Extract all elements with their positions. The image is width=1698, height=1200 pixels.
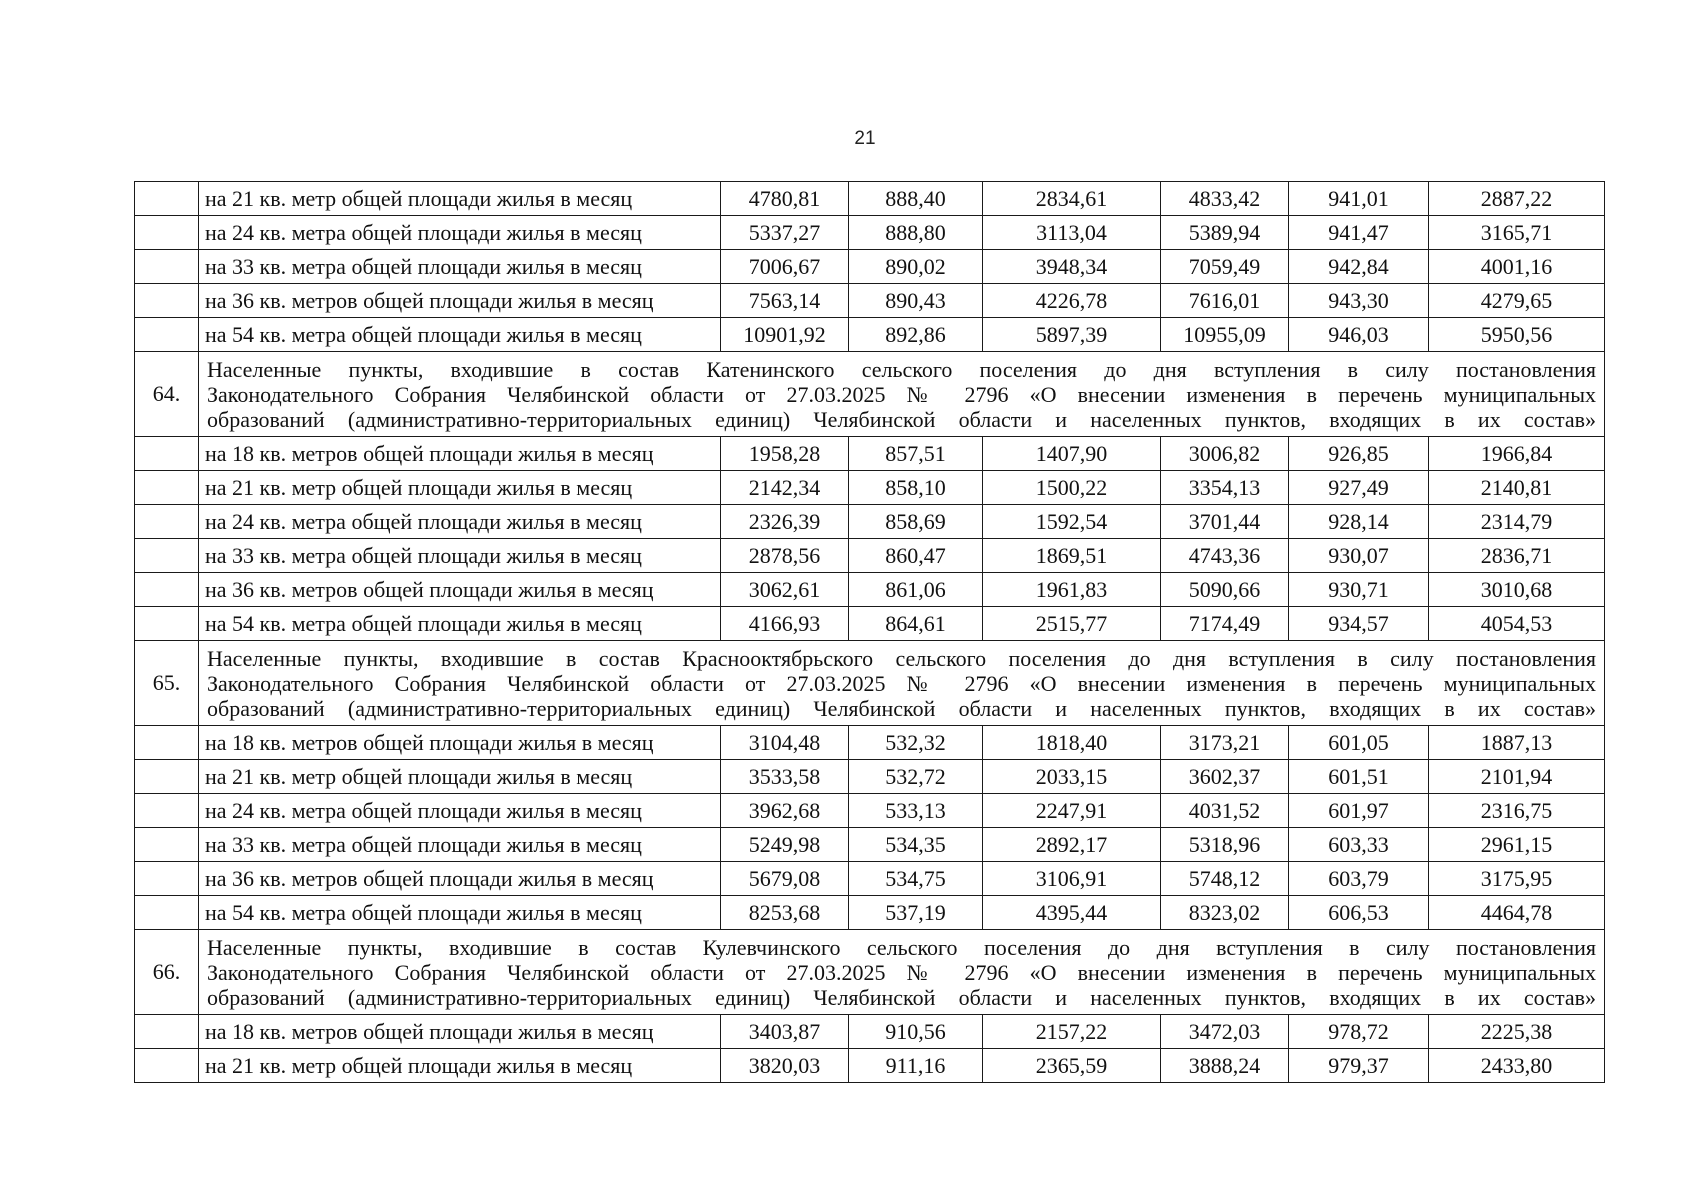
value-cell-4: 5090,66: [1161, 573, 1289, 607]
row-index-cell: [135, 573, 199, 607]
value-cell-6: 5950,56: [1429, 318, 1605, 352]
value-cell-5: 946,03: [1289, 318, 1429, 352]
value-cell-2: 532,72: [849, 760, 983, 794]
value-cell-4: 3006,82: [1161, 437, 1289, 471]
value-cell-1: 3533,58: [721, 760, 849, 794]
table-row: [135, 794, 1605, 828]
section-number-cell: 65.: [135, 641, 199, 726]
row-index-cell: [135, 182, 199, 216]
value-cell-4: 3888,24: [1161, 1049, 1289, 1083]
value-cell-4: 3173,21: [1161, 726, 1289, 760]
value-cell-4: 4833,42: [1161, 182, 1289, 216]
row-label-cell: на 24 кв. метра общей площади жилья в месяц: [199, 794, 721, 828]
value-cell-5: 601,97: [1289, 794, 1429, 828]
value-cell-1: 3104,48: [721, 726, 849, 760]
section-text-line: Населенные пункты, входившие в состав Краснооктябрьского сельского поселения до дня вступления в силу постановления: [207, 645, 1596, 671]
value-cell-4: 4743,36: [1161, 539, 1289, 573]
value-cell-2: 888,80: [849, 216, 983, 250]
row-label-cell: на 21 кв. метр общей площади жилья в месяц: [199, 182, 721, 216]
value-cell-3: 4226,78: [983, 284, 1161, 318]
value-cell-6: 1887,13: [1429, 726, 1605, 760]
value-cell-2: 534,35: [849, 828, 983, 862]
row-index-cell: [135, 284, 199, 318]
value-cell-2: 888,40: [849, 182, 983, 216]
value-cell-6: 2225,38: [1429, 1015, 1605, 1049]
row-index-cell: [135, 437, 199, 471]
table-row: [135, 539, 1605, 573]
row-label-cell: на 21 кв. метр общей площади жилья в месяц: [199, 471, 721, 505]
value-cell-5: 978,72: [1289, 1015, 1429, 1049]
value-cell-6: 2433,80: [1429, 1049, 1605, 1083]
value-cell-2: 892,86: [849, 318, 983, 352]
value-cell-4: 8323,02: [1161, 896, 1289, 930]
value-cell-3: 5897,39: [983, 318, 1161, 352]
row-index-cell: [135, 862, 199, 896]
value-cell-3: 1407,90: [983, 437, 1161, 471]
row-index-cell: [135, 726, 199, 760]
value-cell-4: 5318,96: [1161, 828, 1289, 862]
value-cell-5: 943,30: [1289, 284, 1429, 318]
value-cell-5: 603,79: [1289, 862, 1429, 896]
value-cell-1: 7006,67: [721, 250, 849, 284]
table-row: [135, 318, 1605, 352]
row-index-cell: [135, 896, 199, 930]
row-index-cell: [135, 794, 199, 828]
row-label-cell: на 36 кв. метров общей площади жилья в месяц: [199, 862, 721, 896]
table-row: [135, 505, 1605, 539]
section-text-line: образований (административно-территориальных единиц) Челябинской области и населенных пунктов, входящих в их состав»: [207, 695, 1596, 721]
value-cell-2: 910,56: [849, 1015, 983, 1049]
value-cell-2: 890,43: [849, 284, 983, 318]
table-row: [135, 250, 1605, 284]
value-cell-6: 4054,53: [1429, 607, 1605, 641]
row-index-cell: [135, 539, 199, 573]
table-row: [135, 828, 1605, 862]
value-cell-5: 941,01: [1289, 182, 1429, 216]
value-cell-1: 2878,56: [721, 539, 849, 573]
section-description-cell: [199, 352, 1605, 437]
row-index-cell: [135, 216, 199, 250]
row-label-cell: на 54 кв. метра общей площади жилья в месяц: [199, 318, 721, 352]
value-cell-4: 3701,44: [1161, 505, 1289, 539]
value-cell-1: 4166,93: [721, 607, 849, 641]
value-cell-5: 606,53: [1289, 896, 1429, 930]
table-row: [135, 896, 1605, 930]
value-cell-3: 2834,61: [983, 182, 1161, 216]
row-index-cell: [135, 1015, 199, 1049]
value-cell-2: 911,16: [849, 1049, 983, 1083]
value-cell-6: 2961,15: [1429, 828, 1605, 862]
section-text-line: Населенные пункты, входившие в состав Кулевчинского сельского поселения до дня вступления в силу постановления: [207, 934, 1596, 960]
row-index-cell: [135, 1049, 199, 1083]
value-cell-5: 934,57: [1289, 607, 1429, 641]
value-cell-3: 2033,15: [983, 760, 1161, 794]
section-text-line: образований (административно-территориальных единиц) Челябинской области и населенных пунктов, входящих в их состав»: [207, 406, 1596, 432]
value-cell-3: 3948,34: [983, 250, 1161, 284]
value-cell-1: 5337,27: [721, 216, 849, 250]
value-cell-5: 927,49: [1289, 471, 1429, 505]
value-cell-5: 603,33: [1289, 828, 1429, 862]
table-row: [135, 1015, 1605, 1049]
section-text-line: Законодательного Собрания Челябинской области от 27.03.2025 № 2796 «О внесении изменения в перечень муниципальных: [207, 670, 1596, 696]
value-cell-3: 2892,17: [983, 828, 1161, 862]
page-number: 21: [854, 128, 876, 149]
value-cell-6: 2140,81: [1429, 471, 1605, 505]
value-cell-3: 3113,04: [983, 216, 1161, 250]
value-cell-6: 2887,22: [1429, 182, 1605, 216]
value-cell-2: 533,13: [849, 794, 983, 828]
value-cell-2: 858,69: [849, 505, 983, 539]
value-cell-2: 860,47: [849, 539, 983, 573]
section-text-line: Законодательного Собрания Челябинской области от 27.03.2025 № 2796 «О внесении изменения в перечень муниципальных: [207, 381, 1596, 407]
value-cell-3: 1869,51: [983, 539, 1161, 573]
table-row: [135, 437, 1605, 471]
value-cell-4: 5389,94: [1161, 216, 1289, 250]
value-cell-2: 532,32: [849, 726, 983, 760]
row-label-cell: на 24 кв. метра общей площади жилья в месяц: [199, 216, 721, 250]
value-cell-4: 3602,37: [1161, 760, 1289, 794]
value-cell-4: 7059,49: [1161, 250, 1289, 284]
section-header-row: [135, 641, 1605, 726]
row-label-cell: на 54 кв. метра общей площади жилья в месяц: [199, 896, 721, 930]
value-cell-4: 7616,01: [1161, 284, 1289, 318]
value-cell-6: 2836,71: [1429, 539, 1605, 573]
table-row: [135, 607, 1605, 641]
table-row: [135, 726, 1605, 760]
value-cell-1: 3403,87: [721, 1015, 849, 1049]
value-cell-4: 5748,12: [1161, 862, 1289, 896]
table-row: [135, 862, 1605, 896]
section-number-cell: 66.: [135, 930, 199, 1015]
value-cell-1: 10901,92: [721, 318, 849, 352]
value-cell-5: 979,37: [1289, 1049, 1429, 1083]
section-text-line: Населенные пункты, входившие в состав Катенинского сельского поселения до дня вступления в силу постановления: [207, 356, 1596, 382]
value-cell-6: 2316,75: [1429, 794, 1605, 828]
value-cell-5: 941,47: [1289, 216, 1429, 250]
value-cell-1: 7563,14: [721, 284, 849, 318]
section-description-cell: [199, 930, 1605, 1015]
value-cell-5: 928,14: [1289, 505, 1429, 539]
row-index-cell: [135, 471, 199, 505]
value-cell-2: 864,61: [849, 607, 983, 641]
value-cell-5: 930,71: [1289, 573, 1429, 607]
row-label-cell: на 18 кв. метров общей площади жилья в месяц: [199, 1015, 721, 1049]
value-cell-2: 537,19: [849, 896, 983, 930]
value-cell-1: 1958,28: [721, 437, 849, 471]
value-cell-5: 601,05: [1289, 726, 1429, 760]
table-body: [135, 182, 1605, 1083]
row-label-cell: на 33 кв. метра общей площади жилья в месяц: [199, 250, 721, 284]
value-cell-3: 3106,91: [983, 862, 1161, 896]
row-index-cell: [135, 250, 199, 284]
row-label-cell: на 21 кв. метр общей площади жилья в месяц: [199, 1049, 721, 1083]
section-description-cell: [199, 641, 1605, 726]
value-cell-2: 890,02: [849, 250, 983, 284]
value-cell-6: 3175,95: [1429, 862, 1605, 896]
value-cell-1: 5249,98: [721, 828, 849, 862]
value-cell-4: 3354,13: [1161, 471, 1289, 505]
value-cell-6: 4464,78: [1429, 896, 1605, 930]
value-cell-3: 2157,22: [983, 1015, 1161, 1049]
table-row: [135, 573, 1605, 607]
value-cell-3: 1818,40: [983, 726, 1161, 760]
value-cell-1: 3962,68: [721, 794, 849, 828]
value-cell-6: 2314,79: [1429, 505, 1605, 539]
value-cell-6: 3010,68: [1429, 573, 1605, 607]
row-label-cell: на 33 кв. метра общей площади жилья в месяц: [199, 828, 721, 862]
row-index-cell: [135, 828, 199, 862]
table-row: [135, 1049, 1605, 1083]
value-cell-3: 1961,83: [983, 573, 1161, 607]
value-cell-1: 2326,39: [721, 505, 849, 539]
value-cell-1: 2142,34: [721, 471, 849, 505]
value-cell-6: 4001,16: [1429, 250, 1605, 284]
value-cell-6: 1966,84: [1429, 437, 1605, 471]
value-cell-3: 2515,77: [983, 607, 1161, 641]
row-index-cell: [135, 505, 199, 539]
value-cell-6: 3165,71: [1429, 216, 1605, 250]
value-cell-5: 930,07: [1289, 539, 1429, 573]
value-cell-2: 858,10: [849, 471, 983, 505]
value-cell-6: 4279,65: [1429, 284, 1605, 318]
value-cell-4: 3472,03: [1161, 1015, 1289, 1049]
row-index-cell: [135, 607, 199, 641]
value-cell-1: 5679,08: [721, 862, 849, 896]
row-label-cell: на 24 кв. метра общей площади жилья в месяц: [199, 505, 721, 539]
section-text-line: Законодательного Собрания Челябинской области от 27.03.2025 № 2796 «О внесении изменения в перечень муниципальных: [207, 959, 1596, 985]
value-cell-1: 4780,81: [721, 182, 849, 216]
section-text-line: образований (административно-территориальных единиц) Челябинской области и населенных пунктов, входящих в их состав»: [207, 984, 1596, 1010]
value-cell-4: 10955,09: [1161, 318, 1289, 352]
value-cell-6: 2101,94: [1429, 760, 1605, 794]
value-cell-2: 861,06: [849, 573, 983, 607]
value-cell-3: 1592,54: [983, 505, 1161, 539]
table-row: [135, 284, 1605, 318]
row-label-cell: на 18 кв. метров общей площади жилья в месяц: [199, 726, 721, 760]
value-cell-1: 3062,61: [721, 573, 849, 607]
table-row: [135, 182, 1605, 216]
value-cell-3: 4395,44: [983, 896, 1161, 930]
value-cell-3: 2247,91: [983, 794, 1161, 828]
value-cell-4: 4031,52: [1161, 794, 1289, 828]
table-row: [135, 216, 1605, 250]
row-index-cell: [135, 318, 199, 352]
row-label-cell: на 36 кв. метров общей площади жилья в месяц: [199, 284, 721, 318]
value-cell-2: 534,75: [849, 862, 983, 896]
row-label-cell: на 33 кв. метра общей площади жилья в месяц: [199, 539, 721, 573]
value-cell-1: 3820,03: [721, 1049, 849, 1083]
value-cell-3: 1500,22: [983, 471, 1161, 505]
value-cell-1: 8253,68: [721, 896, 849, 930]
value-cell-2: 857,51: [849, 437, 983, 471]
table-row: [135, 760, 1605, 794]
value-cell-4: 7174,49: [1161, 607, 1289, 641]
section-number-cell: 64.: [135, 352, 199, 437]
table-row: [135, 471, 1605, 505]
row-label-cell: на 36 кв. метров общей площади жилья в месяц: [199, 573, 721, 607]
row-label-cell: на 54 кв. метра общей площади жилья в месяц: [199, 607, 721, 641]
section-header-row: [135, 930, 1605, 1015]
row-label-cell: на 18 кв. метров общей площади жилья в месяц: [199, 437, 721, 471]
tariff-table: [134, 181, 1605, 1083]
row-label-cell: на 21 кв. метр общей площади жилья в месяц: [199, 760, 721, 794]
value-cell-5: 942,84: [1289, 250, 1429, 284]
section-header-row: [135, 352, 1605, 437]
value-cell-5: 601,51: [1289, 760, 1429, 794]
row-index-cell: [135, 760, 199, 794]
value-cell-5: 926,85: [1289, 437, 1429, 471]
value-cell-3: 2365,59: [983, 1049, 1161, 1083]
